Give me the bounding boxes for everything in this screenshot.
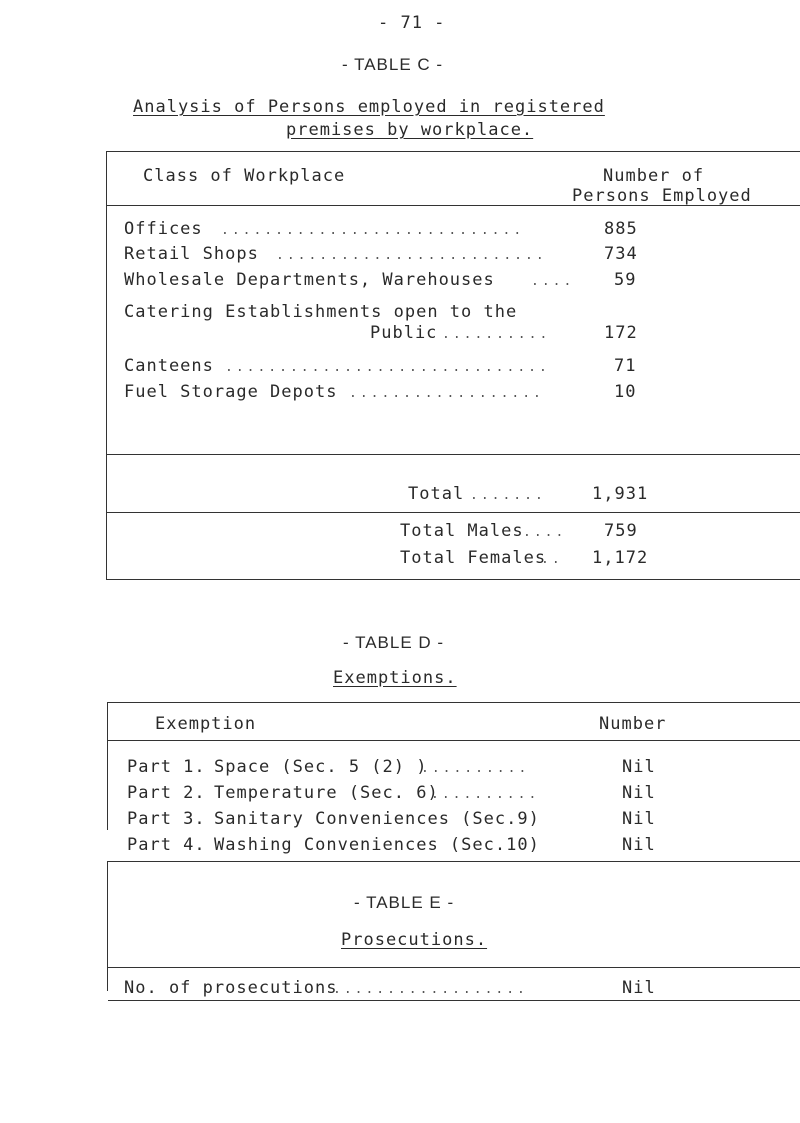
page-number: - 71 - [378, 13, 446, 33]
table-c-row-dots: .............................. [225, 360, 550, 375]
table-c-total-dots: ....... [470, 488, 546, 503]
table-c-males-dots: .... [523, 525, 567, 540]
table-e-title: - TABLE E - [354, 893, 455, 912]
table-c-row-label: Offices [124, 219, 203, 239]
table-e-row-value: Nil [622, 978, 656, 998]
table-e-header-rule [108, 967, 800, 968]
table-c-caption-line1: Analysis of Persons employed in registered [133, 97, 605, 117]
table-e-left-rule [107, 861, 108, 991]
table-c-row-value: 10 [614, 382, 637, 402]
table-c-row-value: 71 [614, 356, 637, 376]
table-c-bottom-rule [107, 579, 800, 580]
table-d-row-value: Nil [622, 809, 656, 829]
table-c-row-dots: .......... [442, 327, 551, 342]
table-c-header-number-1: Number of [603, 166, 705, 186]
table-d-caption: Exemptions. [333, 668, 457, 688]
table-d-row-part: Part 3. [127, 809, 206, 829]
table-c-title: - TABLE C - [342, 55, 444, 74]
table-c-row-value: 734 [604, 244, 638, 264]
table-c-row-dots: ............................ [221, 223, 525, 238]
table-c-females-dots: .. [541, 552, 563, 567]
table-d-row-desc: Washing Conveniences (Sec.10) [214, 835, 540, 855]
table-e-row-label: No. of prosecutions [124, 978, 338, 998]
table-c-total-label: Total [408, 484, 465, 504]
table-c-females-value: 1,172 [592, 548, 649, 568]
table-c-top-rule [107, 151, 800, 152]
table-c-row-label: Catering Establishments open to the [124, 302, 518, 322]
table-d-top-rule [108, 702, 800, 703]
table-c-males-label: Total Males [400, 521, 524, 541]
table-c-header-number-2: Persons Employed [572, 186, 752, 206]
table-c-row-label: Fuel Storage Depots [124, 382, 338, 402]
table-d-row-part: Part 2. [127, 783, 206, 803]
table-e-row-dots: .................. [333, 982, 528, 997]
table-c-row-dots: .... [531, 274, 575, 289]
table-d-title: - TABLE D - [343, 633, 445, 652]
table-d-left-rule [107, 702, 108, 830]
table-c-row-label: Retail Shops [124, 244, 259, 264]
table-d-bottom-rule [108, 861, 800, 862]
table-d-row-dots: .......... [421, 761, 530, 776]
table-c-row-dots: ......................... [276, 248, 547, 263]
table-d-row-part: Part 1. [127, 757, 206, 777]
table-c-row-value: 885 [604, 219, 638, 239]
table-d-row-value: Nil [622, 757, 656, 777]
table-d-row-part: Part 4. [127, 835, 206, 855]
table-c-row-dots: .................. [349, 386, 544, 401]
table-c-header-rule [107, 205, 800, 206]
table-c-total-value: 1,931 [592, 484, 649, 504]
table-c-totals-rule [107, 512, 800, 513]
table-c-header-class: Class of Workplace [143, 166, 346, 186]
table-e-bottom-rule [108, 1000, 800, 1001]
table-d-row-desc: Temperature (Sec. 6) [214, 783, 439, 803]
table-d-row-dots: .......... [431, 787, 540, 802]
table-c-row-label: Public [370, 323, 438, 343]
table-d-row-desc: Sanitary Conveniences (Sec.9) [214, 809, 540, 829]
table-c-left-rule [106, 151, 107, 580]
table-c-males-value: 759 [604, 521, 638, 541]
table-c-row-label: Canteens [124, 356, 214, 376]
table-d-row-value: Nil [622, 835, 656, 855]
table-c-total-rule [107, 454, 800, 455]
table-c-caption-line2: premises by workplace. [286, 120, 534, 140]
table-d-header-number: Number [599, 714, 667, 734]
table-c-row-value: 59 [614, 270, 637, 290]
table-d-row-desc: Space (Sec. 5 (2) ) [214, 757, 428, 777]
table-e-caption: Prosecutions. [341, 930, 488, 950]
table-c-row-label: Wholesale Departments, Warehouses [124, 270, 495, 290]
table-d-header-exemption: Exemption [155, 714, 257, 734]
table-c-females-label: Total Females [400, 548, 547, 568]
table-d-row-value: Nil [622, 783, 656, 803]
table-d-header-rule [108, 740, 800, 741]
table-c-row-value: 172 [604, 323, 638, 343]
